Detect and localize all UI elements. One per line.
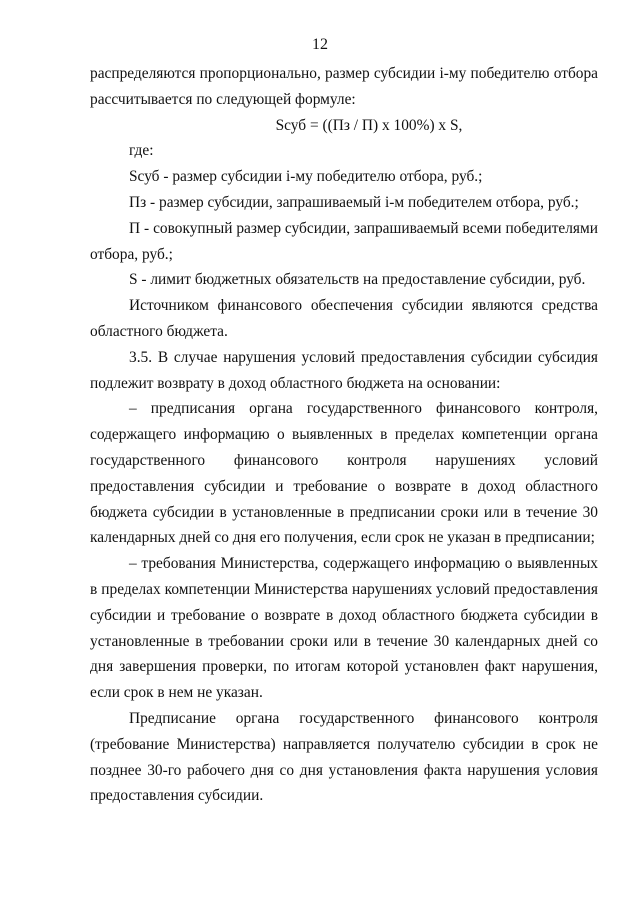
document-body bbox=[90, 61, 598, 809]
definition-p: П - совокупный размер субсидии, запрашиваемый всеми победителями отбора, руб.; bbox=[90, 219, 598, 263]
clause-3-5: 3.5. В случае нарушения условий предоставления субсидии субсидия подлежит возврату в доход областного бюджета на основании: bbox=[90, 348, 598, 392]
paragraph-final: Предписание органа государственного финансового контроля (требование Министерства) направляется получателю субсидии в срок не позднее 30-го рабочего дня со дня установления факта нарушения условия предоставления субсидии. bbox=[90, 709, 598, 805]
definition-scub: Sсуб - размер субсидии i-му победителю отбора, руб.; bbox=[129, 168, 483, 186]
where-label: где: bbox=[129, 142, 154, 160]
page-number: 12 bbox=[312, 36, 328, 53]
subsidy-formula: Sсуб = ((Пз / П) x 100%) x S, bbox=[275, 116, 463, 134]
paragraph-distribution: распределяются пропорционально, размер субсидии i-му победителю отбора рассчитывается по следующей формуле: bbox=[90, 65, 598, 108]
list-item-prescription: – предписания органа государственного финансового контроля, содержащего информацию о выявленных в пределах компетенции органа государственного финансового контроля нарушениях условий предоставления субсидии и требование о возврате в доход областного бюджета субсидии в установленные в предписании сроки или в течение 30 календарных дней со дня его получения, если срок не указан в предписании; bbox=[90, 400, 598, 547]
list-item-ministry-requirement: – требования Министерства, содержащего информацию о выявленных в пределах компетенции Министерства нарушениях условий предоставления субсидии и требование о возврате в доход областного бюджета субсидии в установленные в требовании сроки или в течение 30 календарных дней со дня завершения проверки, по итогам которой установлен факт нарушения, если срок в нем не указан. bbox=[90, 555, 598, 702]
paragraph-funding-source: Источником финансового обеспечения субсидии являются средства областного бюджета. bbox=[90, 297, 598, 340]
definition-s: S - лимит бюджетных обязательств на предоставление субсидии, руб. bbox=[129, 271, 586, 289]
definition-pz: Пз - размер субсидии, запрашиваемый i-м победителем отбора, руб.; bbox=[129, 193, 579, 211]
